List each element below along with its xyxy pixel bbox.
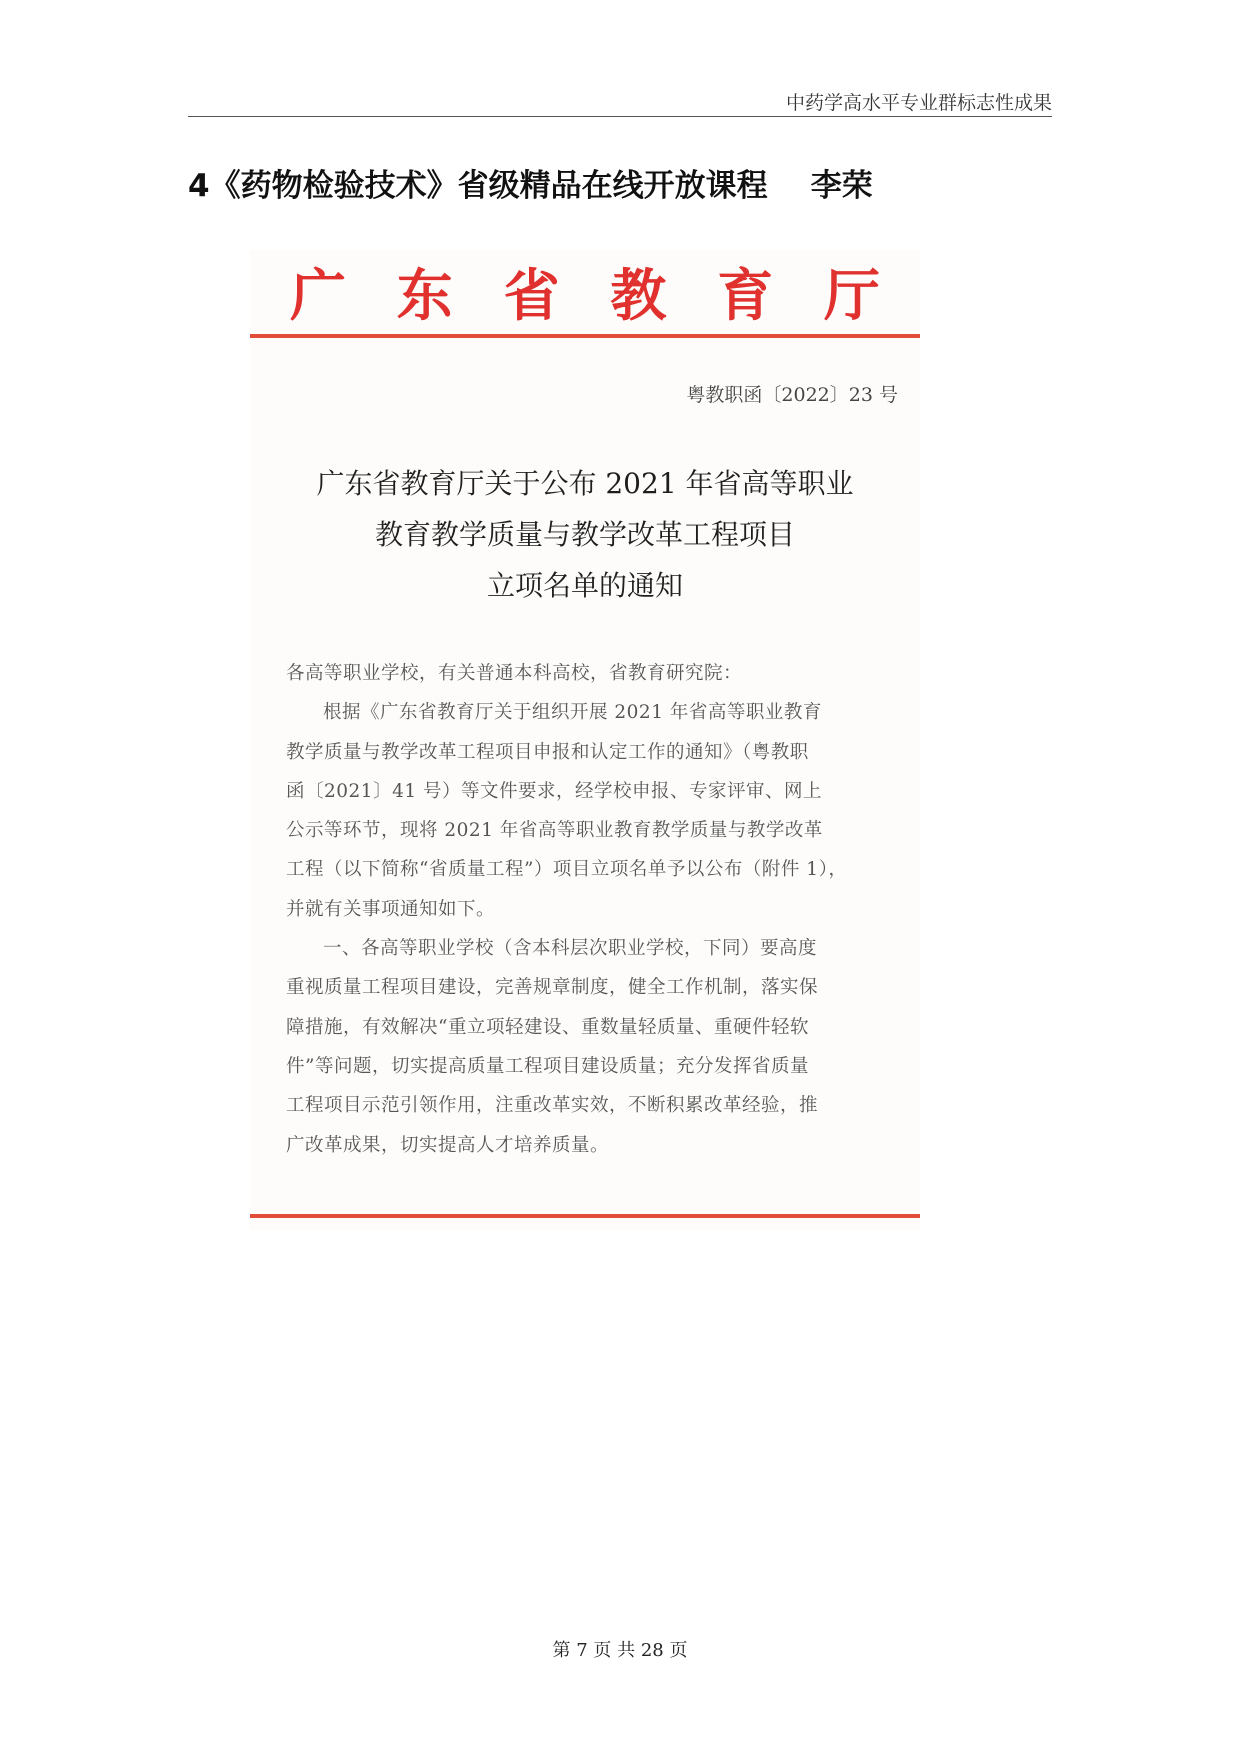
letterhead-char: 教 (610, 263, 667, 329)
footer-red-rule (250, 1214, 920, 1218)
body-line: 广改革成果，切实提高人才培养质量。 (286, 1134, 610, 1156)
letterhead-red-rule (250, 334, 920, 338)
letterhead-char: 广 (290, 263, 346, 329)
letterhead-char: 省 (503, 263, 560, 329)
running-header: 中药学高水平专业群标志性成果 (785, 92, 1052, 114)
body-line: 一、各高等职业学校（含本科层次职业学校，下同）要高度 (323, 938, 818, 960)
body-line: 各高等职业学校，有关普通本科高校，省教育研究院： (286, 663, 743, 684)
notice-title (250, 458, 920, 611)
body-line: 函〔2021〕41 号）等文件要求，经学校申报、专家评审、网上 (286, 780, 823, 802)
document-number: 粤教职函〔2022〕23 号 (686, 384, 898, 406)
body-line: 障措施，有效解决“重立项轻建设、重数量轻质量、重硬件轻软 (286, 1016, 809, 1038)
header-rule (188, 116, 1052, 117)
body-line: 工程项目示范引领作用，注重改革实效，不断积累改革经验，推 (286, 1095, 819, 1117)
body-line: 重视质量工程项目建设，完善规章制度，健全工作机制，落实保 (286, 977, 819, 999)
body-line: 教学质量与教学改革工程项目申报和认定工作的通知》（粤教职 (286, 741, 809, 763)
body-line: 根据《广东省教育厅关于组织开展 2021 年省高等职业教育 (323, 702, 822, 724)
notice-title-line: 立项名单的通知 (486, 569, 683, 602)
letterhead-char: 东 (396, 263, 453, 329)
section-heading: 4《药物检验技术》省级精品在线开放课程 李荣 (188, 168, 873, 204)
letterhead-char: 育 (717, 263, 774, 329)
scanned-document (250, 250, 920, 1230)
letterhead (290, 263, 880, 329)
notice-body (286, 654, 886, 1165)
body-line: 公示等环节，现将 2021 年省高等职业教育教学质量与教学改革 (286, 820, 823, 842)
notice-title-line: 教育教学质量与教学改革工程项目 (374, 518, 795, 551)
page-number: 第 7 页 共 28 页 (552, 1640, 688, 1661)
body-line: 工程（以下简称“省质量工程”）项目立项名单予以公布（附件 1）， (286, 859, 848, 881)
notice-title-line: 广东省教育厅关于公布 2021 年省高等职业 (316, 467, 854, 500)
letterhead-char: 厅 (823, 263, 880, 329)
body-line: 并就有关事项通知如下。 (286, 898, 496, 920)
body-line: 件”等问题，切实提高质量工程项目建设质量；充分发挥省质量 (286, 1055, 809, 1077)
